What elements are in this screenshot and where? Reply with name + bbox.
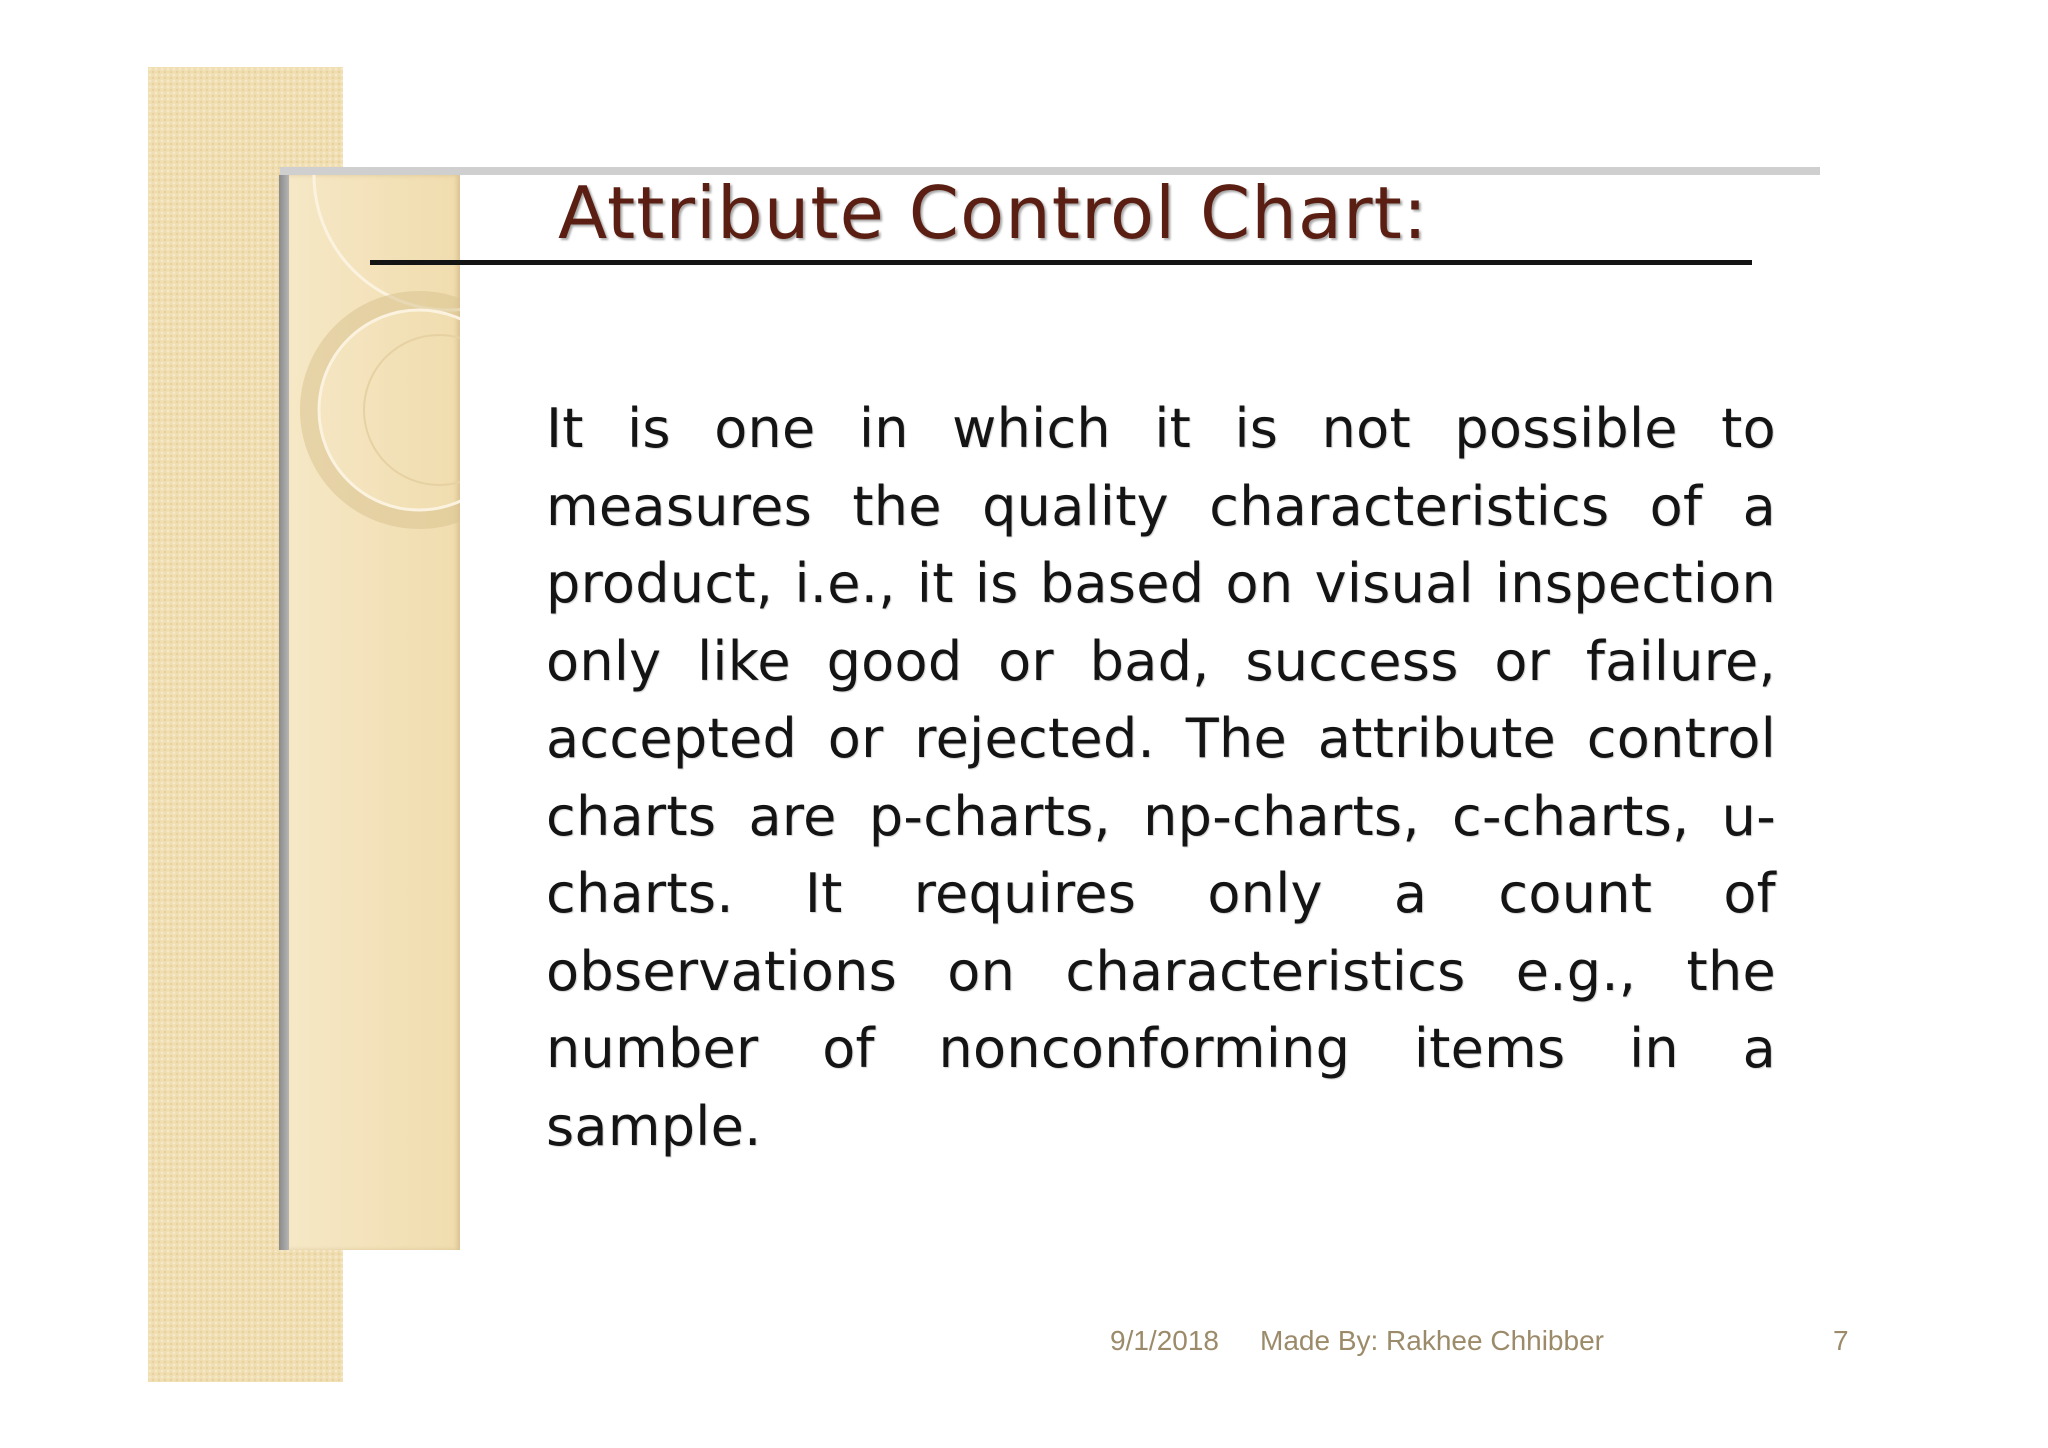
decorative-inner-panel [289,175,460,1250]
title-underline [370,260,1752,265]
footer-date: 9/1/2018 [1110,1325,1219,1356]
footer-author: Made By: Rakhee Chhibber [1260,1325,1604,1356]
slide-title: Attribute Control Chart: [558,171,1429,255]
slide-body-text: It is one in which it is not possible to measures the quality characteristics of a product, i.e., it is based on visual inspection only like good or bad, success or failure, accepted or rejected. The attribute control charts are p-charts, np-charts, c-charts, u-charts. It requires only a count of observations on characteristics e.g., the number of nonconforming items in a sample. [546,397,1776,1158]
slide-number: 7 [1833,1325,1849,1356]
left-rule [279,175,289,1250]
decorative-circles-icon [289,175,460,595]
